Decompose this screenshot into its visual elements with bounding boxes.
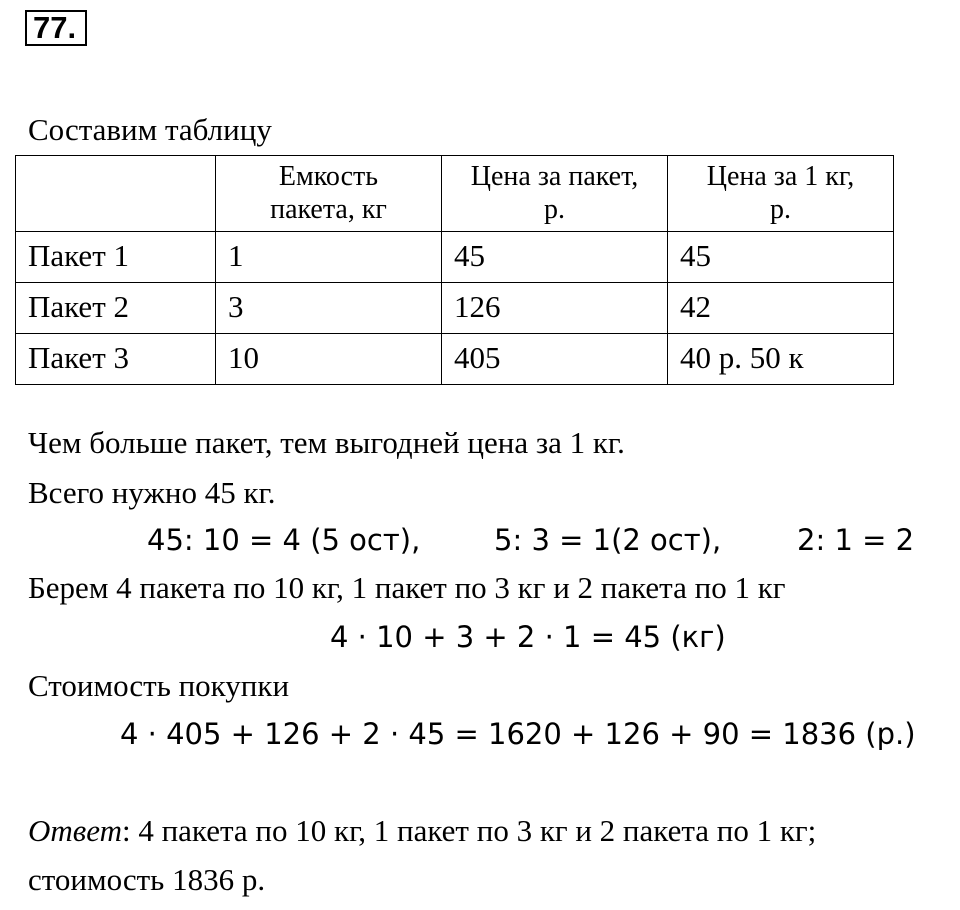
division-equation-1: 45: 10 = 4 (5 ост), [147,523,421,557]
answer-line-2: стоимость 1836 р. [28,862,266,897]
header-price-pack-line1: Цена за пакет, [470,161,639,192]
table-row [16,283,894,334]
division-equation-2: 5: 3 = 1(2 ост), [494,523,722,557]
cost-label: Стоимость покупки [28,668,290,703]
cost-equation: 4 · 405 + 126 + 2 · 45 = 1620 + 126 + 90 = 1836 (р.) [120,717,916,751]
table-cell: 42 [668,283,894,334]
weight-check-equation: 4 · 10 + 3 + 2 · 1 = 45 (кг) [330,620,726,654]
take-packages-text: Берем 4 пакета по 10 кг, 1 пакет по 3 кг и 2 пакета по 1 кг [28,570,786,605]
table-row [16,232,894,283]
table-cell: 1 [216,232,442,283]
table-cell: 3 [216,283,442,334]
intro-text: Составим таблицу [28,112,272,147]
table-header-price-pack [442,156,668,232]
table-cell: 10 [216,334,442,385]
header-capacity-line2: пакета, кг [270,194,387,225]
header-price-kg-line1: Цена за 1 кг, [706,161,855,192]
table-cell: 45 [668,232,894,283]
answer-label: Ответ [28,813,122,848]
conclusion-text: Чем больше пакет, тем выгодней цена за 1 кг. [28,425,625,460]
table-row [16,334,894,385]
table-cell: Пакет 2 [16,283,216,334]
table-cell: Пакет 3 [16,334,216,385]
table-cell: 45 [442,232,668,283]
table-header-capacity [216,156,442,232]
table-cell: 40 р. 50 к [668,334,894,385]
division-equation-3: 2: 1 = 2 [797,523,915,557]
total-needed-text: Всего нужно 45 кг. [28,475,276,510]
problem-number: 77. [25,10,87,46]
table-header-row [16,156,894,232]
table-cell: 405 [442,334,668,385]
table-header-price-kg [668,156,894,232]
header-price-kg-line2: р. [770,194,791,225]
answer-text: : 4 пакета по 10 кг, 1 пакет по 3 кг и 2 пакета по 1 кг; [121,813,817,848]
table-cell: 126 [442,283,668,334]
header-price-pack-line2: р. [544,194,565,225]
table-header-empty [16,156,216,232]
answer-line-1 [28,813,816,849]
price-table [15,155,894,385]
header-capacity-line1: Емкость [278,161,379,192]
table-cell: Пакет 1 [16,232,216,283]
